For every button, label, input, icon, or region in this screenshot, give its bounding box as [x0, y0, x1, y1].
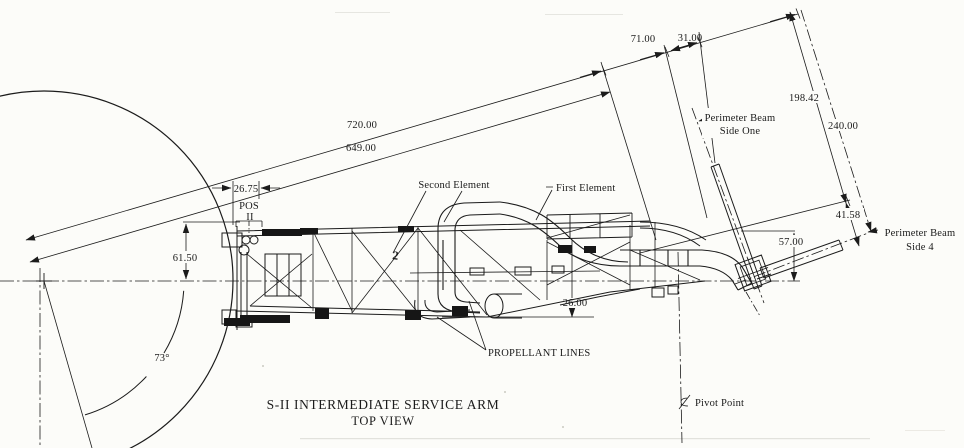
scan-artifacts — [262, 12, 945, 439]
dim-649: 649.00 — [345, 143, 377, 154]
second-element-leader-2 — [444, 191, 462, 222]
perimeter-beam-four-label-2: Side 4 — [906, 242, 934, 253]
element-number-mark: 2 — [391, 248, 400, 263]
dark-fittings — [224, 226, 596, 326]
vehicle-outline — [0, 91, 233, 448]
perimeter-beam-one-label-2: Side One — [719, 126, 761, 137]
extension-line-beam-one — [640, 200, 850, 253]
dim-61: 61.50 — [172, 253, 198, 264]
dim-720: 720.00 — [346, 120, 378, 131]
outboard-duct-bend — [700, 250, 752, 290]
dim-26: 26.00 — [562, 298, 588, 309]
dim-31: 31.00 — [677, 33, 703, 44]
chain-dimension-line-720 — [26, 14, 798, 240]
drawing-subtitle: TOP VIEW — [351, 414, 415, 428]
second-element-duct — [438, 202, 500, 313]
propellant-line-cap — [485, 294, 503, 318]
propellant-lines-label: PROPELLANT LINES — [488, 348, 591, 359]
pos-label: POS — [239, 201, 259, 212]
service-arm-structure — [222, 202, 752, 330]
extension-line-31 — [699, 32, 715, 163]
dim-41: 41.58 — [835, 210, 861, 221]
dim-198: 198.42 — [788, 93, 820, 104]
dimension-line-649 — [30, 92, 610, 262]
swoop-duct — [500, 202, 628, 266]
perimeter-beam-four-label-1: Perimeter Beam — [884, 228, 956, 239]
swing-radial-73 — [44, 281, 92, 448]
dim-57: 57.00 — [778, 237, 804, 248]
truss-diagonals — [247, 228, 700, 315]
vertical-pipe — [241, 252, 247, 325]
tower-dimensions — [640, 10, 871, 281]
pos-ii-label: II — [246, 212, 254, 223]
perimeter-beams — [678, 108, 868, 443]
dimension-line-198 — [790, 12, 846, 203]
leader-lines — [393, 119, 878, 409]
second-element-label: Second Element — [418, 180, 490, 191]
beam-four-label-arrow — [868, 230, 878, 232]
dim-71: 71.00 — [630, 34, 656, 45]
second-element-leader-1 — [393, 191, 426, 253]
perimeter-beam-one-label-1: Perimeter Beam — [704, 113, 776, 124]
bottom-chord — [237, 281, 705, 317]
equipment-panel — [265, 254, 301, 296]
dim-240: 240.00 — [827, 121, 859, 132]
dim-26-75: 26.75 — [233, 184, 259, 195]
first-element-frame — [547, 213, 632, 239]
pivot-point-label: Pivot Point — [695, 398, 745, 409]
first-element-label: First Element — [556, 183, 616, 194]
dimension-chain — [26, 9, 800, 263]
drawing-title: S-II INTERMEDIATE SERVICE ARM — [266, 397, 500, 412]
swing-angle-label: 73° — [154, 353, 170, 364]
